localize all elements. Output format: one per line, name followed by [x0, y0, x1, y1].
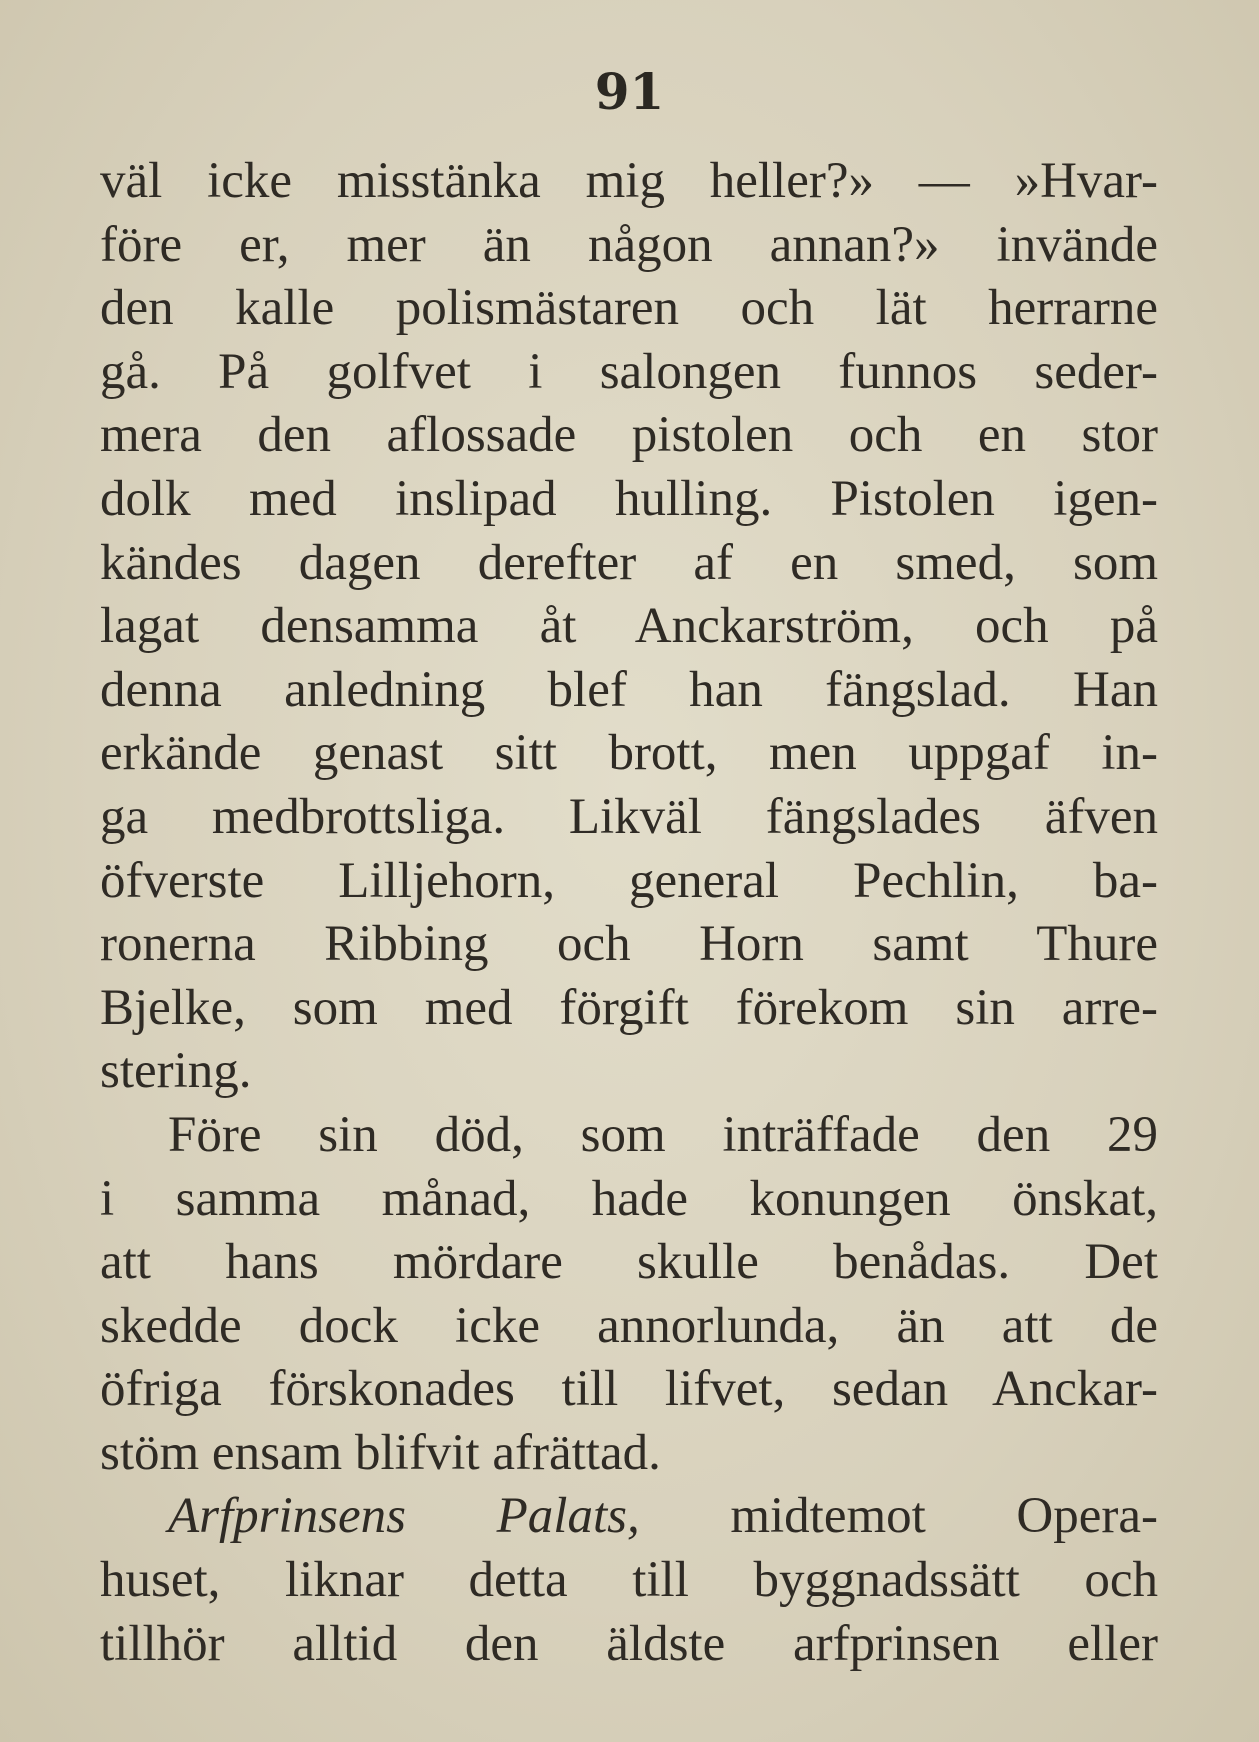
text-line: öfriga förskonades till lifvet, sedan Anckar-	[100, 1361, 1158, 1418]
text-line: den kalle polismästaren och lät herrarne	[100, 280, 1158, 337]
text-line: ronerna Ribbing och Horn samt Thure	[100, 916, 1158, 973]
text-line: ga medbrottsliga. Likväl fängslades äfven	[100, 788, 1158, 845]
text-line: denna anledning blef han fängslad. Han	[100, 661, 1158, 718]
italic-heading: Arfprinsens Palats,	[168, 1488, 640, 1545]
text-line: öfverste Lilljehorn, general Pechlin, ba-	[100, 852, 1158, 909]
text-line: före er, mer än någon annan?» invände	[100, 216, 1158, 273]
text-line: Bjelke, som med förgift förekom sin arre-	[100, 979, 1158, 1036]
text-line: lagat densamma åt Anckarström, och på	[100, 598, 1158, 655]
text-line: kändes dagen derefter af en smed, som	[100, 534, 1158, 591]
text-line: att hans mördare skulle benådas. Det	[100, 1234, 1158, 1291]
text-line: skedde dock icke annorlunda, än att de	[100, 1297, 1158, 1354]
text-line: i samma månad, hade konungen önskat,	[100, 1170, 1158, 1227]
text-line	[100, 1485, 1158, 1549]
text-line: tillhör alltid den äldste arfprinsen eller	[100, 1615, 1158, 1672]
body-text	[100, 150, 1158, 1676]
text-line: erkände genast sitt brott, men uppgaf in-	[100, 725, 1158, 782]
text-line: Före sin död, som inträffade den 29	[168, 1106, 1158, 1163]
text-line: mera den aflossade pistolen och en stor	[100, 407, 1158, 464]
text-line: gå. På golfvet i salongen funnos seder-	[100, 343, 1158, 400]
text-line: stöm ensam blifvit afrättad.	[100, 1424, 661, 1481]
text-line: dolk med inslipad hulling. Pistolen igen-	[100, 470, 1158, 527]
text-line: huset, liknar detta till byggnadssätt och	[100, 1552, 1158, 1609]
text-line: väl icke misstänka mig heller?» — »Hvar-	[100, 153, 1158, 209]
text-run: midtemot Opera-	[639, 1488, 1158, 1545]
text-line: stering.	[100, 1043, 252, 1100]
page-number: 91	[594, 62, 665, 121]
